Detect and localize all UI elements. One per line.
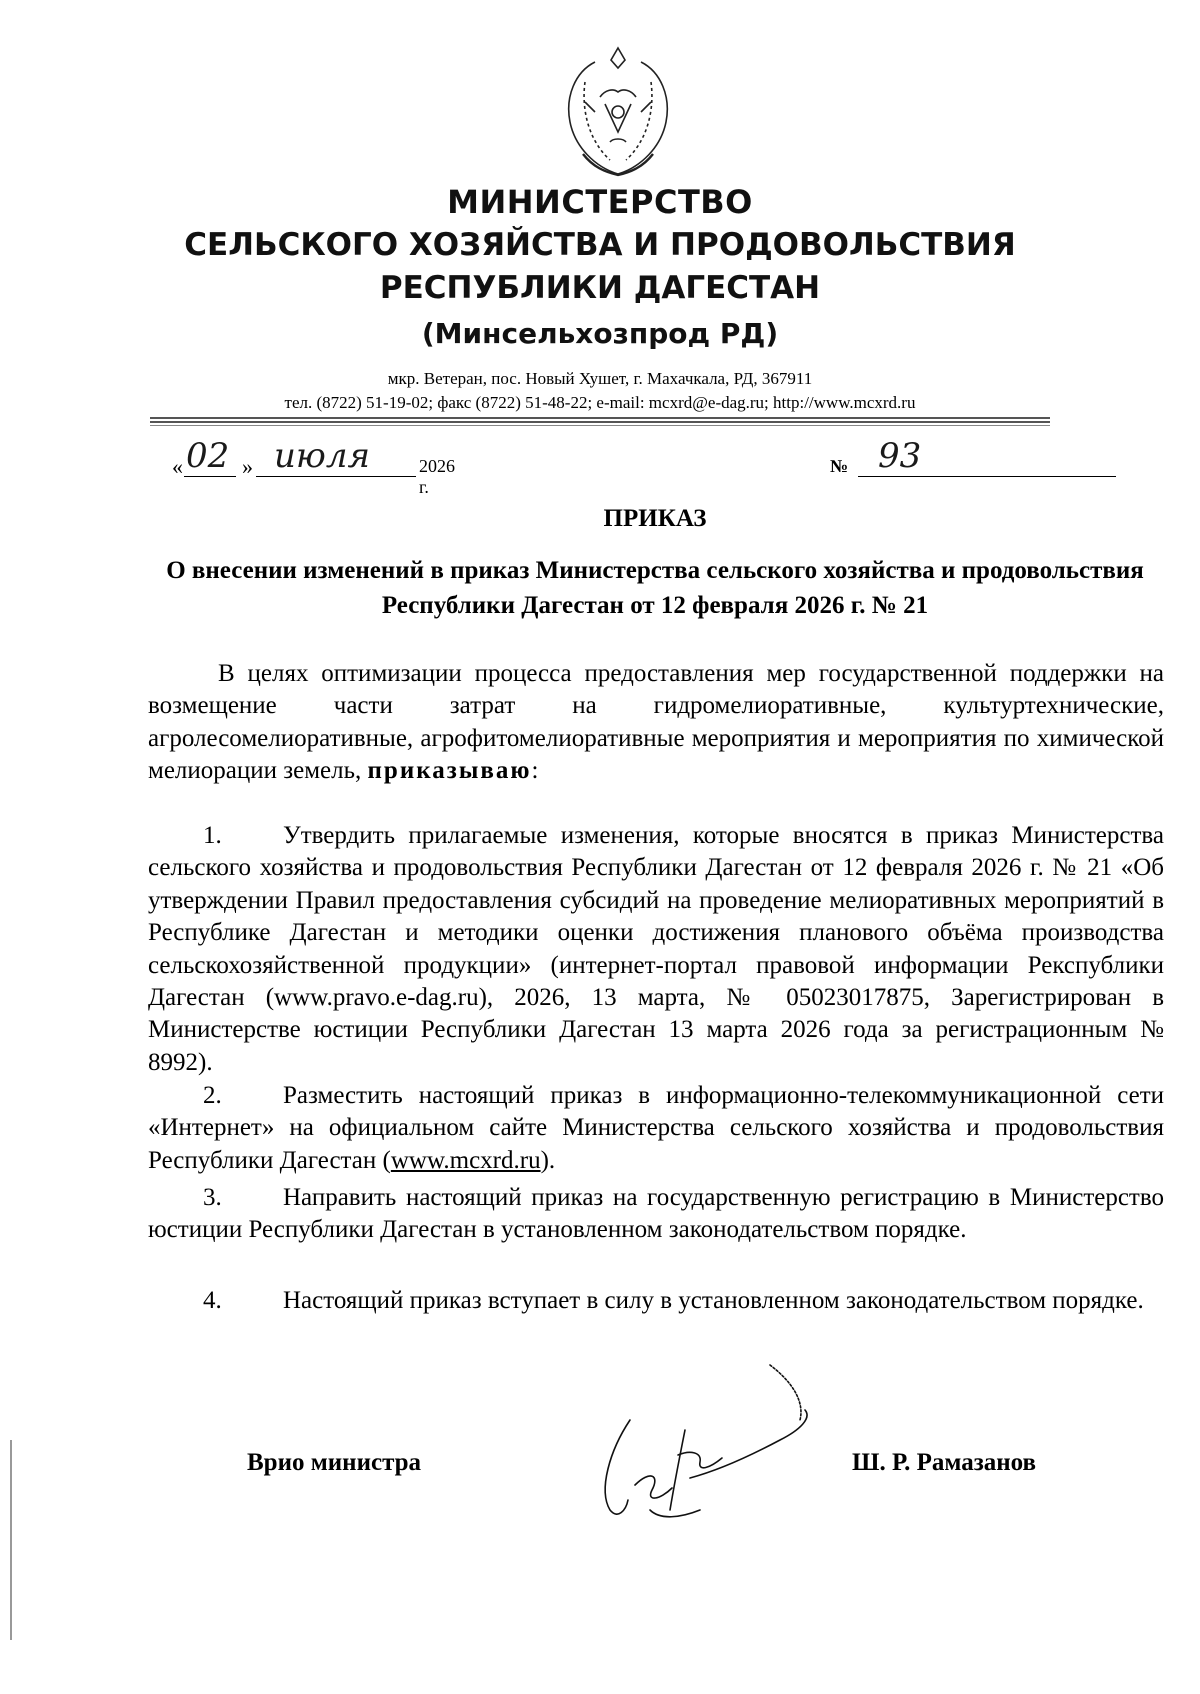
- order-item-number: 2.: [203, 1082, 222, 1109]
- document-subject: О внесении изменений в приказ Министерства сельского хозяйства и продовольствия Республики Дагестан от 12 февраля 2026 г. № 21: [166, 557, 1144, 619]
- order-item: [148, 1182, 1164, 1247]
- org-name-line-2: СЕЛЬСКОГО ХОЗЯЙСТВА И ПРОДОВОЛЬСТВИЯ: [184, 227, 1016, 263]
- date-day: 02: [186, 436, 230, 476]
- order-item-number: 4.: [203, 1287, 222, 1314]
- header-divider: [150, 425, 1050, 426]
- handwritten-signature: [590, 1360, 835, 1525]
- date-quote-open: «: [172, 454, 183, 479]
- document-title: ПРИКАЗ: [603, 505, 707, 532]
- preamble-emphasis: приказываю: [367, 757, 532, 785]
- org-name-line-1: МИНИСТЕРСТВО: [447, 183, 753, 221]
- order-number-label: №: [830, 456, 849, 476]
- coat-of-arms-emblem: [555, 42, 681, 182]
- order-item-text: Утвердить прилагаемые изменения, которые вносятся в приказ Министерства сельского хозяйства и продовольствия Республики Дагестан от 12 февраля 2026 г. № 21 «Об утверждении Правил предоставления субсидий на проведение мелиоративных мероприятий в Республике Дагестан и методики оценки достижения планового объёма производства сельскохозяйственной продукции» (интернет-портал правовой информации Рекспублики Дагестан (www.pravo.e-dag.ru), 2026, 13 марта, № 05023017875, Зарегистрирован в Министерстве юстиции Республики Дагестан 13 марта 2026 года за регистрационным № 8992).: [148, 822, 1164, 1076]
- signatory-name: Ш. Р. Рамазанов: [852, 1449, 1037, 1476]
- preamble-paragraph: [148, 658, 1164, 788]
- org-short-name: (Минсельхозпрод РД): [421, 317, 779, 350]
- date-year: 2026 г.: [419, 456, 455, 497]
- org-name-line-3: РЕСПУБЛИКИ ДАГЕСТАН: [379, 270, 821, 306]
- org-address: мкр. Ветеран, пос. Новый Хушет, г. Махачкала, РД, 367911: [387, 369, 813, 388]
- date-month-underline: [256, 476, 416, 477]
- header-divider: [150, 421, 1050, 423]
- order-number-underline: [858, 476, 1116, 477]
- preamble-tail: :: [531, 757, 539, 785]
- header-divider: [150, 417, 1050, 419]
- date-quote-close: »: [242, 454, 253, 479]
- scan-margin-mark: [10, 1440, 12, 1640]
- ministry-website-link[interactable]: www.mcxrd.ru: [390, 1146, 541, 1174]
- order-item: [148, 820, 1164, 1079]
- order-item: [148, 1285, 1164, 1317]
- order-item-tail: ).: [540, 1146, 556, 1174]
- order-item-text: Разместить настоящий приказ в информационно-телекоммуникационной сети «Интернет» на официальном сайте Министерства сельского хозяйства и продовольствия Республики Дагестан (: [148, 1082, 1164, 1174]
- order-item-text: Направить настоящий приказ на государственную регистрацию в Министерство юстиции Республики Дагестан в установленном законодательством порядке.: [148, 1184, 1164, 1244]
- order-number: 93: [878, 436, 922, 476]
- order-item-number: 3.: [203, 1184, 222, 1211]
- date-month: июля: [274, 436, 370, 476]
- order-item: [148, 1080, 1164, 1177]
- order-item-number: 1.: [203, 822, 222, 849]
- date-day-underline: [184, 476, 236, 477]
- signatory-position: Врио министра: [247, 1449, 422, 1476]
- org-contacts: тел. (8722) 51-19-02; факс (8722) 51-48-22; e-mail: mcxrd@e-dag.ru; http://www.mcxrd.ru: [284, 393, 916, 412]
- order-item-text: Настоящий приказ вступает в силу в установленном законодательством порядке.: [283, 1287, 1144, 1314]
- preamble-text: В целях оптимизации процесса предоставления мер государственной поддержки на возмещение части затрат на гидромелиоративные, культуртехнические, агролесомелиоративные, агрофитомелиоративные мероприятия и мероприятия по химической мелиорации земель,: [148, 660, 1164, 785]
